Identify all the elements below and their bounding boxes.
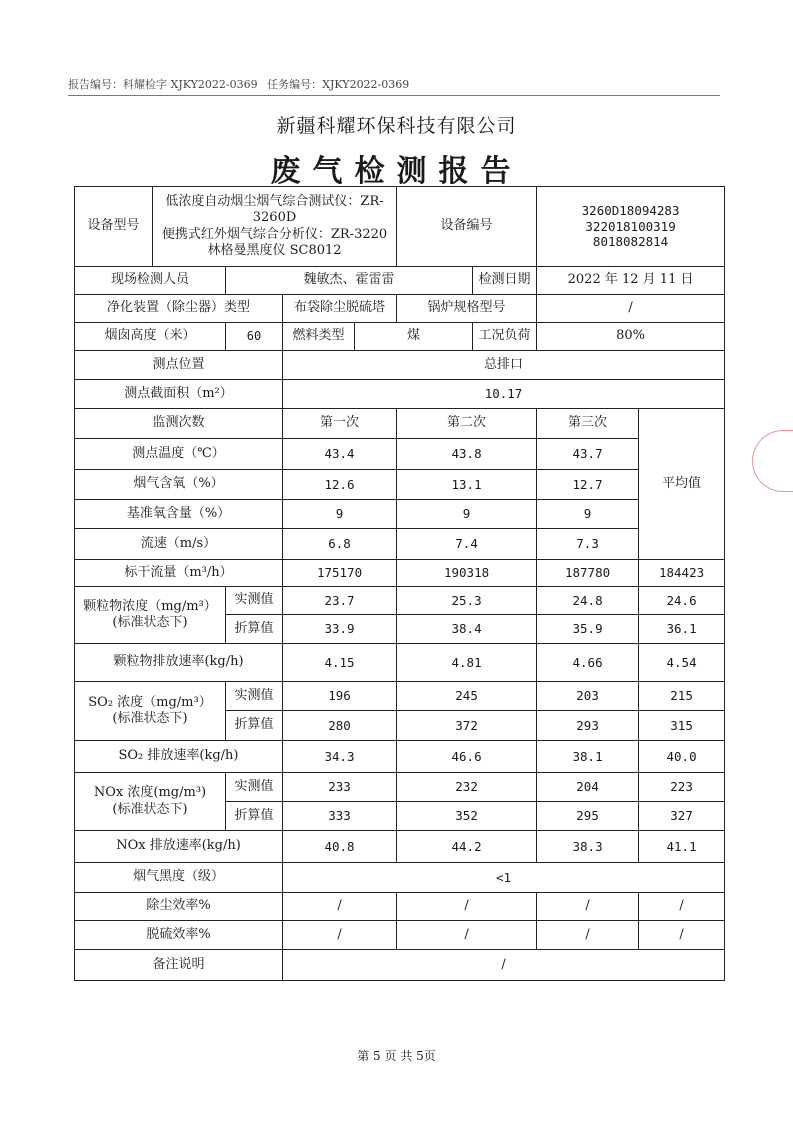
staff-row <box>75 267 725 295</box>
pm-measured-label: 实测值 <box>226 587 283 615</box>
flow-row <box>75 560 725 587</box>
desulf-efficiency-run-1: / <box>283 921 397 950</box>
pm-converted-run-1: 33.9 <box>283 615 397 644</box>
remark-label: 备注说明 <box>75 950 283 981</box>
pm-rate-run-1: 4.15 <box>283 644 397 682</box>
pm-label-line-2: (标准状态下) <box>112 615 188 630</box>
pm-label-line-1: 颗粒物浓度（mg/m³） <box>83 598 217 614</box>
temp-row <box>75 439 725 470</box>
so2-measured-run-1: 196 <box>283 682 397 711</box>
run-1-header: 第一次 <box>283 409 397 439</box>
nox-measured-run-3: 204 <box>537 773 639 802</box>
so2-rate-run-3: 38.1 <box>537 741 639 773</box>
pm-rate-row <box>75 644 725 682</box>
flow-run-1: 175170 <box>283 560 397 587</box>
nox-converted-label: 折算值 <box>226 802 283 831</box>
temp-label: 测点温度（℃） <box>75 439 283 470</box>
area-row <box>75 380 725 409</box>
point-label: 测点位置 <box>75 351 283 380</box>
date-label: 检测日期 <box>473 267 537 295</box>
nox-converted-average: 327 <box>639 802 725 831</box>
pm-rate-label: 颗粒物排放速率(kg/h) <box>75 644 283 682</box>
pm-converted-run-2: 38.4 <box>397 615 537 644</box>
equipment-serials <box>537 187 725 267</box>
pm-concentration-label <box>75 587 226 644</box>
point-row <box>75 351 725 380</box>
so2-concentration-label <box>75 682 226 741</box>
pm-converted-run-3: 35.9 <box>537 615 639 644</box>
so2-label-line-2: (标准状态下) <box>112 711 188 726</box>
run-3-header: 第三次 <box>537 409 639 439</box>
equipment-serial-1: 3260D18094283 <box>581 203 680 219</box>
equipment-serial-2: 322018100319 <box>585 218 676 234</box>
nox-measured-run-2: 232 <box>397 773 537 802</box>
so2-converted-run-2: 372 <box>397 711 537 741</box>
report-number: 报告编号：科耀检字 XJKY2022-0369 <box>68 78 258 91</box>
dust-efficiency-label: 除尘效率% <box>75 893 283 921</box>
run-2-header: 第二次 <box>397 409 537 439</box>
average-header: 平均值 <box>639 409 725 560</box>
desulf-efficiency-average: / <box>639 921 725 950</box>
nox-converted-run-2: 352 <box>397 802 537 831</box>
date-value: 2022 年 12 月 11 日 <box>537 267 725 295</box>
nox-measured-average: 223 <box>639 773 725 802</box>
flow-label: 标干流量（m³/h） <box>75 560 283 587</box>
nox-converted-run-3: 295 <box>537 802 639 831</box>
page-number: 第 5 页 共 5页 <box>357 1049 436 1063</box>
report-title: 废气检测报告 <box>270 154 523 189</box>
o2-run-3: 12.7 <box>537 470 639 500</box>
emission-test-table <box>74 186 725 981</box>
nox-rate-label: NOx 排放速率(kg/h) <box>75 831 283 863</box>
equipment-model-3: 林格曼黑度仪 SC8012 <box>207 242 342 258</box>
dust-efficiency-run-1: / <box>283 893 397 921</box>
so2-measured-run-3: 203 <box>537 682 639 711</box>
so2-rate-run-1: 34.3 <box>283 741 397 773</box>
nox-rate-row <box>75 831 725 863</box>
staff-value: 魏敏杰、霍雷雷 <box>226 267 473 295</box>
dust-efficiency-run-2: / <box>397 893 537 921</box>
so2-measured-run-2: 245 <box>397 682 537 711</box>
speed-row <box>75 529 725 560</box>
so2-converted-label: 折算值 <box>226 711 283 741</box>
report-header <box>68 76 720 96</box>
pm-rate-average: 4.54 <box>639 644 725 682</box>
temp-run-1: 43.4 <box>283 439 397 470</box>
pm-measured-row <box>75 587 725 615</box>
so2-rate-row <box>75 741 725 773</box>
area-label: 测点截面积（m²） <box>75 380 283 409</box>
equipment-serial-3: 8018082814 <box>592 234 669 250</box>
company-name: 新疆科耀环保科技有限公司 <box>276 115 517 137</box>
speed-run-3: 7.3 <box>537 529 639 560</box>
temp-run-3: 43.7 <box>537 439 639 470</box>
pm-converted-average: 36.1 <box>639 615 725 644</box>
runs-header-row <box>75 409 725 439</box>
pm-measured-run-2: 25.3 <box>397 587 537 615</box>
seal-edge-mark <box>752 430 793 492</box>
dust-efficiency-run-3: / <box>537 893 639 921</box>
fuel-value: 煤 <box>355 323 473 351</box>
nox-converted-run-1: 333 <box>283 802 397 831</box>
flow-average: 184423 <box>639 560 725 587</box>
equipment-model-1: 低浓度自动烟尘烟气综合测试仪：ZR-3260D <box>165 194 384 226</box>
blackness-label: 烟气黑度（级） <box>75 863 283 893</box>
ref-o2-label: 基准氧含量（%） <box>75 500 283 529</box>
nox-rate-run-1: 40.8 <box>283 831 397 863</box>
speed-run-2: 7.4 <box>397 529 537 560</box>
o2-label: 烟气含氧（%） <box>75 470 283 500</box>
purifier-value: 布袋除尘脱硫塔 <box>283 295 397 323</box>
fuel-label: 燃料类型 <box>283 323 355 351</box>
so2-converted-run-1: 280 <box>283 711 397 741</box>
nox-concentration-label <box>75 773 226 831</box>
pm-rate-run-2: 4.81 <box>397 644 537 682</box>
chimney-label: 烟囱高度（米） <box>75 323 226 351</box>
load-value: 80% <box>537 323 725 351</box>
remark-row <box>75 950 725 981</box>
so2-label-line-1: SO₂ 浓度（mg/m³） <box>88 694 212 710</box>
remark-value: / <box>283 950 725 981</box>
nox-measured-label: 实测值 <box>226 773 283 802</box>
temp-run-2: 43.8 <box>397 439 537 470</box>
pm-measured-average: 24.6 <box>639 587 725 615</box>
blackness-value: <1 <box>283 863 725 893</box>
nox-rate-average: 41.1 <box>639 831 725 863</box>
blackness-row <box>75 863 725 893</box>
equipment-row <box>75 187 725 267</box>
ref-o2-run-2: 9 <box>397 500 537 529</box>
flow-run-2: 190318 <box>397 560 537 587</box>
staff-label: 现场检测人员 <box>75 267 226 295</box>
ref-o2-run-1: 9 <box>283 500 397 529</box>
so2-measured-average: 215 <box>639 682 725 711</box>
chimney-row <box>75 323 725 351</box>
equipment-model-label: 设备型号 <box>75 187 153 267</box>
purifier-row <box>75 295 725 323</box>
pm-converted-label: 折算值 <box>226 615 283 644</box>
o2-run-2: 13.1 <box>397 470 537 500</box>
so2-rate-average: 40.0 <box>639 741 725 773</box>
speed-label: 流速（m/s） <box>75 529 283 560</box>
nox-label-line-2: (标准状态下) <box>112 801 188 817</box>
speed-run-1: 6.8 <box>283 529 397 560</box>
desulf-efficiency-run-3: / <box>537 921 639 950</box>
load-label: 工况负荷 <box>473 323 537 351</box>
ref-o2-run-3: 9 <box>537 500 639 529</box>
desulf-efficiency-label: 脱硫效率% <box>75 921 283 950</box>
ref-o2-row <box>75 500 725 529</box>
so2-converted-run-3: 293 <box>537 711 639 741</box>
point-value: 总排口 <box>283 351 725 380</box>
o2-run-1: 12.6 <box>283 470 397 500</box>
dust-efficiency-average: / <box>639 893 725 921</box>
equipment-models <box>153 187 397 267</box>
so2-measured-row <box>75 682 725 711</box>
equipment-model-2: 便携式红外烟气综合分析仪：ZR-3220 <box>161 226 388 242</box>
flow-run-3: 187780 <box>537 560 639 587</box>
nox-measured-run-1: 233 <box>283 773 397 802</box>
so2-rate-run-2: 46.6 <box>397 741 537 773</box>
boiler-value: / <box>537 295 725 323</box>
o2-row <box>75 470 725 500</box>
area-value: 10.17 <box>283 380 725 409</box>
so2-measured-label: 实测值 <box>226 682 283 711</box>
so2-rate-label: SO₂ 排放速率(kg/h) <box>75 741 283 773</box>
nox-measured-row <box>75 773 725 802</box>
pm-measured-run-3: 24.8 <box>537 587 639 615</box>
dust-efficiency-row <box>75 893 725 921</box>
boiler-label: 锅炉规格型号 <box>397 295 537 323</box>
purifier-label: 净化装置（除尘器）类型 <box>75 295 283 323</box>
pm-measured-run-1: 23.7 <box>283 587 397 615</box>
count-label: 监测次数 <box>75 409 283 439</box>
desulf-efficiency-run-2: / <box>397 921 537 950</box>
pm-rate-run-3: 4.66 <box>537 644 639 682</box>
nox-label-line-1: NOx 浓度(mg/m³) <box>93 785 207 801</box>
so2-converted-average: 315 <box>639 711 725 741</box>
nox-rate-run-2: 44.2 <box>397 831 537 863</box>
equipment-serial-label: 设备编号 <box>397 187 537 267</box>
nox-rate-run-3: 38.3 <box>537 831 639 863</box>
desulf-efficiency-row <box>75 921 725 950</box>
task-number: 任务编号：XJKY2022-0369 <box>267 78 410 91</box>
chimney-value: 60 <box>226 323 283 351</box>
